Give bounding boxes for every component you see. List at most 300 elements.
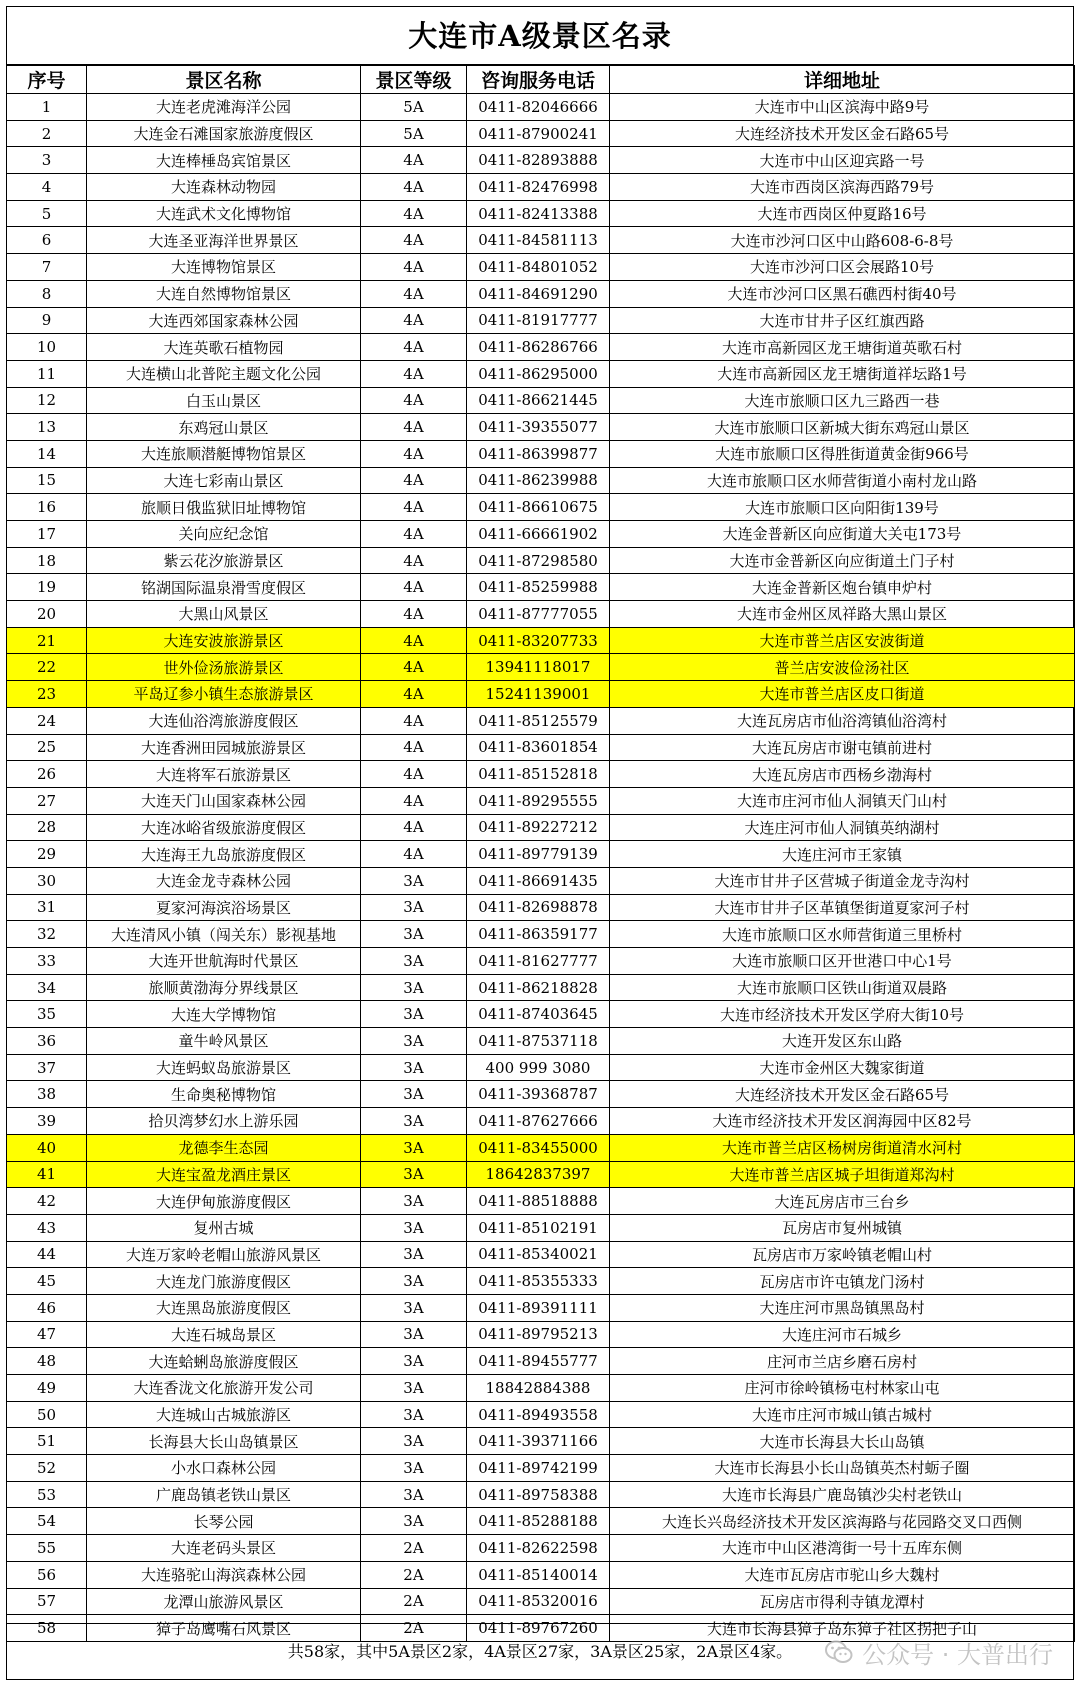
cell-no: 30	[7, 867, 87, 894]
cell-address: 大连市西岗区仲夏路16号	[610, 200, 1075, 227]
cell-name: 大连英歌石植物园	[87, 334, 361, 361]
cell-name: 大连龙门旅游度假区	[87, 1268, 361, 1295]
table-row	[7, 761, 1075, 788]
cell-name: 复州古城	[87, 1214, 361, 1241]
table-row	[7, 174, 1075, 201]
cell-level: 3A	[361, 1161, 467, 1188]
cell-address: 庄河市兰店乡磨石房村	[610, 1348, 1075, 1375]
cell-address: 大连市高新园区龙王塘街道英歌石村	[610, 334, 1075, 361]
cell-phone: 0411-81627777	[467, 948, 610, 975]
cell-address: 大连市普兰店区杨树房街道清水河村	[610, 1134, 1075, 1161]
cell-name: 生命奥秘博物馆	[87, 1081, 361, 1108]
cell-name: 平岛辽参小镇生态旅游景区	[87, 681, 361, 708]
table-row	[7, 1054, 1075, 1081]
cell-name: 白玉山景区	[87, 387, 361, 414]
cell-level: 3A	[361, 1241, 467, 1268]
cell-address: 大连庄河市王家镇	[610, 841, 1075, 868]
cell-no: 28	[7, 814, 87, 841]
table-row	[7, 601, 1075, 628]
wechat-icon	[824, 1637, 854, 1667]
column-header-number: 序号	[7, 66, 87, 94]
table-row	[7, 894, 1075, 921]
table-row	[7, 280, 1075, 307]
cell-address: 大连金普新区向应街道大关屯173号	[610, 521, 1075, 548]
cell-name: 大连博物馆景区	[87, 254, 361, 281]
cell-name: 大连森林动物园	[87, 174, 361, 201]
cell-level: 3A	[361, 1001, 467, 1028]
cell-phone: 0411-84691290	[467, 280, 610, 307]
cell-no: 52	[7, 1455, 87, 1482]
cell-name: 龙德李生态园	[87, 1134, 361, 1161]
cell-no: 27	[7, 787, 87, 814]
cell-phone: 0411-89767260	[467, 1615, 610, 1642]
cell-no: 57	[7, 1588, 87, 1615]
cell-name: 大连圣亚海洋世界景区	[87, 227, 361, 254]
table-row	[7, 1428, 1075, 1455]
table-row	[7, 1294, 1075, 1321]
cell-level: 3A	[361, 1401, 467, 1428]
cell-no: 43	[7, 1214, 87, 1241]
watermark-text: 公众号 · 大普出行	[862, 1640, 1053, 1669]
page-title: 大连市A级景区名录	[7, 7, 1073, 65]
cell-no: 20	[7, 601, 87, 628]
cell-phone: 0411-85102191	[467, 1214, 610, 1241]
cell-address: 大连市金州区凤祥路大黑山景区	[610, 601, 1075, 628]
table-row	[7, 1588, 1075, 1615]
cell-address: 大连经济技术开发区金石路65号	[610, 120, 1075, 147]
cell-name: 大连黑岛旅游度假区	[87, 1294, 361, 1321]
scenic-area-table	[6, 65, 1075, 1642]
cell-name: 关向应纪念馆	[87, 521, 361, 548]
cell-address: 大连庄河市黑岛镇黑岛村	[610, 1294, 1075, 1321]
table-row	[7, 414, 1075, 441]
cell-phone: 0411-89295555	[467, 787, 610, 814]
cell-no: 19	[7, 574, 87, 601]
cell-level: 3A	[361, 1294, 467, 1321]
cell-name: 大连仙浴湾旅游度假区	[87, 707, 361, 734]
cell-level: 4A	[361, 601, 467, 628]
cell-no: 45	[7, 1268, 87, 1295]
cell-address: 大连市普兰店区皮口街道	[610, 681, 1075, 708]
cell-no: 10	[7, 334, 87, 361]
cell-name: 旅顺日俄监狱旧址博物馆	[87, 494, 361, 521]
cell-phone: 0411-39371166	[467, 1428, 610, 1455]
cell-no: 48	[7, 1348, 87, 1375]
cell-no: 47	[7, 1321, 87, 1348]
cell-address: 大连市长海县广鹿岛镇沙尖村老铁山	[610, 1481, 1075, 1508]
table-row	[7, 254, 1075, 281]
cell-level: 4A	[361, 280, 467, 307]
cell-level: 4A	[361, 627, 467, 654]
table-row	[7, 547, 1075, 574]
cell-name: 獐子岛鹰嘴石风景区	[87, 1615, 361, 1642]
cell-address: 大连长兴岛经济技术开发区滨海路与花园路交叉口西侧	[610, 1508, 1075, 1535]
cell-phone: 0411-86399877	[467, 440, 610, 467]
cell-phone: 0411-86359177	[467, 921, 610, 948]
table-row	[7, 1188, 1075, 1215]
cell-level: 3A	[361, 1375, 467, 1402]
cell-level: 2A	[361, 1615, 467, 1642]
cell-address: 大连市瓦房店市驼山乡大魏村	[610, 1561, 1075, 1588]
cell-level: 5A	[361, 94, 467, 121]
cell-no: 1	[7, 94, 87, 121]
cell-level: 4A	[361, 467, 467, 494]
cell-no: 5	[7, 200, 87, 227]
table-row	[7, 147, 1075, 174]
cell-address: 大连市旅顺口区铁山街道双晨路	[610, 974, 1075, 1001]
cell-level: 3A	[361, 1028, 467, 1055]
cell-name: 小水口森林公园	[87, 1455, 361, 1482]
cell-no: 8	[7, 280, 87, 307]
cell-level: 4A	[361, 254, 467, 281]
table-row	[7, 867, 1075, 894]
cell-name: 大连宝盈龙酒庄景区	[87, 1161, 361, 1188]
cell-address: 瓦房店市得利寺镇龙潭村	[610, 1588, 1075, 1615]
cell-name: 龙潭山旅游风景区	[87, 1588, 361, 1615]
table-row	[7, 521, 1075, 548]
cell-name: 长琴公园	[87, 1508, 361, 1535]
table-row	[7, 467, 1075, 494]
cell-phone: 0411-89779139	[467, 841, 610, 868]
table-row	[7, 707, 1075, 734]
cell-no: 58	[7, 1615, 87, 1642]
cell-phone: 0411-83455000	[467, 1134, 610, 1161]
table-row	[7, 387, 1075, 414]
cell-no: 54	[7, 1508, 87, 1535]
cell-address: 大连市旅顺口区向阳街139号	[610, 494, 1075, 521]
table-row	[7, 974, 1075, 1001]
cell-address: 大连市庄河市城山镇古城村	[610, 1401, 1075, 1428]
table-row	[7, 1161, 1075, 1188]
cell-phone: 0411-85288188	[467, 1508, 610, 1535]
cell-no: 25	[7, 734, 87, 761]
cell-phone: 0411-84581113	[467, 227, 610, 254]
cell-level: 3A	[361, 1081, 467, 1108]
cell-name: 铭湖国际温泉滑雪度假区	[87, 574, 361, 601]
cell-phone: 0411-85320016	[467, 1588, 610, 1615]
column-header-phone: 咨询服务电话	[467, 66, 610, 94]
cell-name: 大连骆驼山海滨森林公园	[87, 1561, 361, 1588]
cell-level: 3A	[361, 867, 467, 894]
cell-name: 大连伊甸旅游度假区	[87, 1188, 361, 1215]
cell-address: 大连市西岗区滨海西路79号	[610, 174, 1075, 201]
cell-phone: 400 999 3080	[467, 1054, 610, 1081]
table-row	[7, 841, 1075, 868]
cell-no: 37	[7, 1054, 87, 1081]
table-row	[7, 120, 1075, 147]
cell-no: 35	[7, 1001, 87, 1028]
cell-name: 大连城山古城旅游区	[87, 1401, 361, 1428]
cell-phone: 0411-87777055	[467, 601, 610, 628]
cell-level: 3A	[361, 1188, 467, 1215]
cell-address: 瓦房店市复州城镇	[610, 1214, 1075, 1241]
cell-level: 3A	[361, 1481, 467, 1508]
cell-level: 4A	[361, 841, 467, 868]
cell-phone: 0411-82476998	[467, 174, 610, 201]
cell-name: 大连大学博物馆	[87, 1001, 361, 1028]
cell-phone: 0411-86286766	[467, 334, 610, 361]
cell-name: 旅顺黄渤海分界线景区	[87, 974, 361, 1001]
cell-address: 大连经济技术开发区金石路65号	[610, 1081, 1075, 1108]
cell-address: 大连市旅顺口区新城大街东鸡冠山景区	[610, 414, 1075, 441]
cell-level: 3A	[361, 1268, 467, 1295]
table-row	[7, 627, 1075, 654]
cell-level: 2A	[361, 1535, 467, 1562]
cell-name: 大连将军石旅游景区	[87, 761, 361, 788]
cell-name: 大连金石滩国家旅游度假区	[87, 120, 361, 147]
table-row	[7, 921, 1075, 948]
cell-no: 3	[7, 147, 87, 174]
cell-phone: 0411-89455777	[467, 1348, 610, 1375]
cell-name: 大连香泷文化旅游开发公司	[87, 1375, 361, 1402]
cell-address: 大连市金普新区向应街道土门子村	[610, 547, 1075, 574]
summary-text: 共58家，其中5A景区2家，4A景区27家，3A景区25家，2A景区4家。	[287, 1642, 793, 1661]
cell-name: 大连开世航海时代景区	[87, 948, 361, 975]
cell-level: 4A	[361, 707, 467, 734]
scenic-area-sheet	[6, 6, 1074, 1680]
cell-address: 大连市甘井子区革镇堡街道夏家河子村	[610, 894, 1075, 921]
cell-no: 15	[7, 467, 87, 494]
cell-no: 13	[7, 414, 87, 441]
table-row	[7, 1375, 1075, 1402]
cell-phone: 0411-85140014	[467, 1561, 610, 1588]
cell-name: 大连蚂蚁岛旅游景区	[87, 1054, 361, 1081]
cell-address: 大连市甘井子区红旗西路	[610, 307, 1075, 334]
cell-no: 46	[7, 1294, 87, 1321]
cell-phone: 0411-89758388	[467, 1481, 610, 1508]
cell-name: 紫云花汐旅游景区	[87, 547, 361, 574]
table-body	[7, 94, 1075, 1642]
cell-phone: 0411-86691435	[467, 867, 610, 894]
cell-no: 9	[7, 307, 87, 334]
cell-phone: 0411-85340021	[467, 1241, 610, 1268]
cell-no: 26	[7, 761, 87, 788]
table-row	[7, 1561, 1075, 1588]
table-row	[7, 1134, 1075, 1161]
cell-address: 大连市旅顺口区得胜街道黄金街966号	[610, 440, 1075, 467]
cell-level: 4A	[361, 360, 467, 387]
cell-name: 拾贝湾梦幻水上游乐园	[87, 1108, 361, 1135]
cell-phone: 0411-83207733	[467, 627, 610, 654]
cell-phone: 0411-82413388	[467, 200, 610, 227]
cell-no: 24	[7, 707, 87, 734]
cell-address: 大连瓦房店市三台乡	[610, 1188, 1075, 1215]
cell-name: 东鸡冠山景区	[87, 414, 361, 441]
cell-name: 大连蛤蜊岛旅游度假区	[87, 1348, 361, 1375]
cell-address: 大连庄河市石城乡	[610, 1321, 1075, 1348]
table-row	[7, 1535, 1075, 1562]
cell-level: 4A	[361, 440, 467, 467]
cell-no: 55	[7, 1535, 87, 1562]
cell-address: 普兰店安波俭汤社区	[610, 654, 1075, 681]
cell-level: 4A	[361, 814, 467, 841]
cell-address: 大连庄河市仙人洞镇英纳湖村	[610, 814, 1075, 841]
cell-address: 大连市旅顺口区水师营街道三里桥村	[610, 921, 1075, 948]
cell-no: 14	[7, 440, 87, 467]
cell-no: 11	[7, 360, 87, 387]
cell-address: 大连市庄河市仙人洞镇天门山村	[610, 787, 1075, 814]
cell-name: 广鹿岛镇老铁山景区	[87, 1481, 361, 1508]
cell-phone: 0411-87403645	[467, 1001, 610, 1028]
cell-level: 4A	[361, 761, 467, 788]
cell-name: 长海县大长山岛镇景区	[87, 1428, 361, 1455]
cell-name: 大连自然博物馆景区	[87, 280, 361, 307]
cell-level: 3A	[361, 894, 467, 921]
cell-phone: 0411-89742199	[467, 1455, 610, 1482]
cell-phone: 0411-85152818	[467, 761, 610, 788]
cell-phone: 0411-88518888	[467, 1188, 610, 1215]
table-row	[7, 734, 1075, 761]
cell-address: 大连金普新区炮台镇申炉村	[610, 574, 1075, 601]
cell-phone: 13941118017	[467, 654, 610, 681]
cell-phone: 0411-89493558	[467, 1401, 610, 1428]
cell-name: 大连安波旅游景区	[87, 627, 361, 654]
cell-name: 大连武术文化博物馆	[87, 200, 361, 227]
cell-name: 大连横山北普陀主题文化公园	[87, 360, 361, 387]
cell-phone: 0411-82698878	[467, 894, 610, 921]
cell-level: 4A	[361, 654, 467, 681]
cell-no: 36	[7, 1028, 87, 1055]
cell-address: 瓦房店市许屯镇龙门汤村	[610, 1268, 1075, 1295]
cell-address: 大连市长海县小长山岛镇英杰村蛎子圈	[610, 1455, 1075, 1482]
cell-level: 4A	[361, 147, 467, 174]
cell-no: 31	[7, 894, 87, 921]
cell-phone: 0411-86610675	[467, 494, 610, 521]
cell-level: 4A	[361, 414, 467, 441]
cell-address: 大连市沙河口区会展路10号	[610, 254, 1075, 281]
cell-address: 大连市沙河口区中山路608-6-8号	[610, 227, 1075, 254]
cell-name: 大连万家岭老帽山旅游风景区	[87, 1241, 361, 1268]
cell-phone: 0411-82622598	[467, 1535, 610, 1562]
table-row	[7, 1108, 1075, 1135]
cell-name: 童牛岭风景区	[87, 1028, 361, 1055]
table-row	[7, 1028, 1075, 1055]
cell-phone: 0411-86295000	[467, 360, 610, 387]
cell-phone: 0411-85259988	[467, 574, 610, 601]
cell-no: 39	[7, 1108, 87, 1135]
column-header-level: 景区等级	[361, 66, 467, 94]
cell-phone: 0411-39355077	[467, 414, 610, 441]
table-row	[7, 1001, 1075, 1028]
cell-level: 3A	[361, 1321, 467, 1348]
cell-level: 3A	[361, 921, 467, 948]
cell-address: 大连市中山区迎宾路一号	[610, 147, 1075, 174]
cell-phone: 0411-81917777	[467, 307, 610, 334]
cell-address: 大连市经济技术开发区学府大街10号	[610, 1001, 1075, 1028]
cell-name: 大连冰峪省级旅游度假区	[87, 814, 361, 841]
cell-phone: 0411-39368787	[467, 1081, 610, 1108]
cell-level: 4A	[361, 547, 467, 574]
cell-no: 4	[7, 174, 87, 201]
table-row	[7, 1268, 1075, 1295]
table-row	[7, 1348, 1075, 1375]
cell-name: 大黑山风景区	[87, 601, 361, 628]
cell-no: 33	[7, 948, 87, 975]
cell-address: 大连瓦房店市仙浴湾镇仙浴湾村	[610, 707, 1075, 734]
cell-level: 3A	[361, 1428, 467, 1455]
cell-no: 41	[7, 1161, 87, 1188]
column-header-name: 景区名称	[87, 66, 361, 94]
cell-address: 大连市中山区滨海中路9号	[610, 94, 1075, 121]
cell-no: 2	[7, 120, 87, 147]
watermark	[824, 1635, 1053, 1669]
table-row	[7, 94, 1075, 121]
cell-level: 4A	[361, 334, 467, 361]
table-row	[7, 787, 1075, 814]
cell-level: 3A	[361, 974, 467, 1001]
cell-phone: 15241139001	[467, 681, 610, 708]
cell-phone: 0411-84801052	[467, 254, 610, 281]
cell-no: 53	[7, 1481, 87, 1508]
table-header-row	[7, 66, 1075, 94]
cell-no: 6	[7, 227, 87, 254]
cell-address: 大连市高新园区龙王塘街道祥坛路1号	[610, 360, 1075, 387]
cell-address: 大连市长海县大长山岛镇	[610, 1428, 1075, 1455]
cell-no: 32	[7, 921, 87, 948]
table-row	[7, 440, 1075, 467]
cell-no: 7	[7, 254, 87, 281]
table-row	[7, 1214, 1075, 1241]
cell-phone: 18842884388	[467, 1375, 610, 1402]
cell-no: 51	[7, 1428, 87, 1455]
cell-level: 4A	[361, 681, 467, 708]
cell-level: 4A	[361, 307, 467, 334]
cell-phone: 0411-82046666	[467, 94, 610, 121]
cell-address: 大连市甘井子区营城子街道金龙寺沟村	[610, 867, 1075, 894]
cell-level: 4A	[361, 734, 467, 761]
cell-name: 世外俭汤旅游景区	[87, 654, 361, 681]
cell-name: 大连石城岛景区	[87, 1321, 361, 1348]
table-row	[7, 948, 1075, 975]
cell-address: 大连市普兰店区安波街道	[610, 627, 1075, 654]
cell-name: 大连旅顺潜艇博物馆景区	[87, 440, 361, 467]
cell-name: 大连西郊国家森林公园	[87, 307, 361, 334]
column-header-address: 详细地址	[610, 66, 1075, 94]
cell-level: 4A	[361, 574, 467, 601]
cell-name: 大连海王九岛旅游度假区	[87, 841, 361, 868]
table-row	[7, 360, 1075, 387]
cell-address: 大连市旅顺口区开世港口中心1号	[610, 948, 1075, 975]
table-row	[7, 334, 1075, 361]
cell-level: 3A	[361, 1508, 467, 1535]
table-row	[7, 574, 1075, 601]
cell-no: 56	[7, 1561, 87, 1588]
table-row	[7, 814, 1075, 841]
cell-address: 大连市普兰店区城子坦街道郑沟村	[610, 1161, 1075, 1188]
table-row	[7, 1321, 1075, 1348]
cell-no: 40	[7, 1134, 87, 1161]
cell-level: 4A	[361, 227, 467, 254]
table-row	[7, 1508, 1075, 1535]
cell-level: 3A	[361, 1348, 467, 1375]
cell-no: 49	[7, 1375, 87, 1402]
cell-no: 29	[7, 841, 87, 868]
cell-phone: 0411-86218828	[467, 974, 610, 1001]
cell-level: 3A	[361, 1054, 467, 1081]
table-row	[7, 307, 1075, 334]
cell-name: 大连七彩南山景区	[87, 467, 361, 494]
cell-no: 16	[7, 494, 87, 521]
cell-address: 大连市中山区港湾街一号十五库东侧	[610, 1535, 1075, 1562]
cell-address: 大连市经济技术开发区润海园中区82号	[610, 1108, 1075, 1135]
cell-phone: 0411-89227212	[467, 814, 610, 841]
cell-phone: 0411-87627666	[467, 1108, 610, 1135]
cell-phone: 0411-89391111	[467, 1294, 610, 1321]
cell-name: 大连棒棰岛宾馆景区	[87, 147, 361, 174]
cell-address: 大连市旅顺口区九三路西一巷	[610, 387, 1075, 414]
cell-phone: 0411-85355333	[467, 1268, 610, 1295]
cell-no: 34	[7, 974, 87, 1001]
